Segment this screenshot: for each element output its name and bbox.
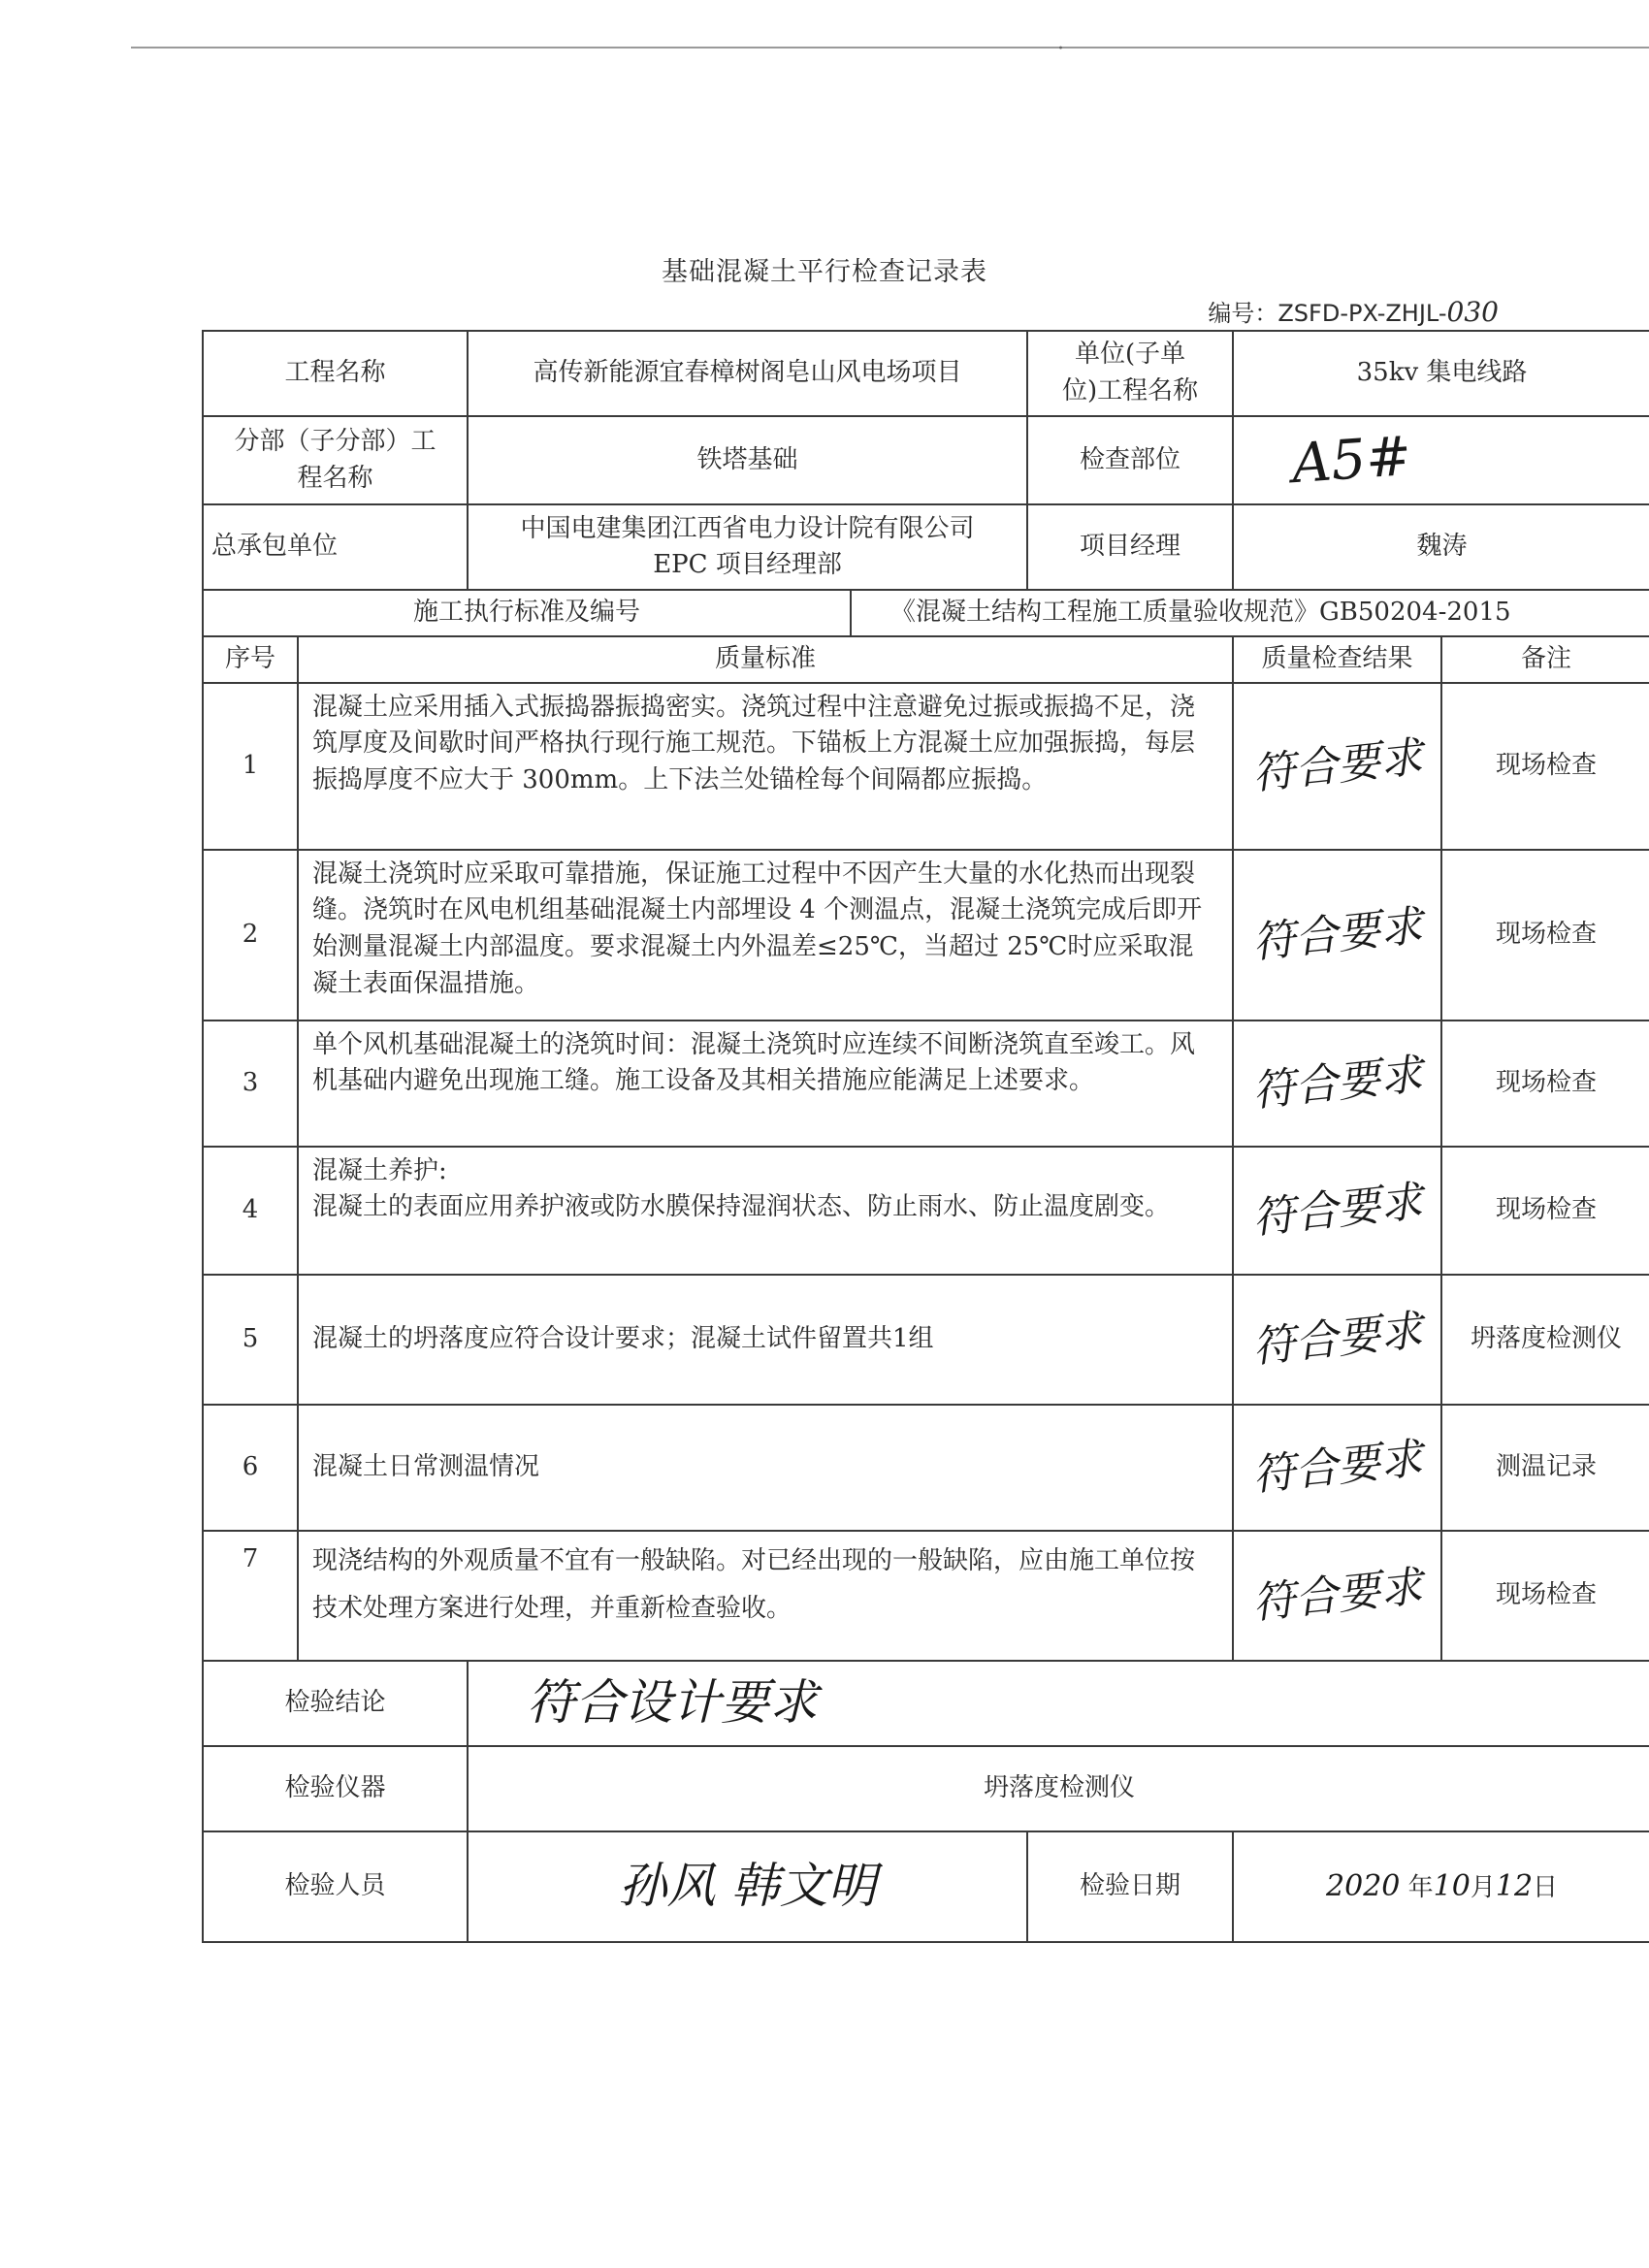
item-result-cell: [1233, 1275, 1441, 1405]
item-result-signature: 符合要求: [1249, 1305, 1425, 1373]
date-label: 检验日期: [1027, 1831, 1233, 1942]
item-seq: 4: [203, 1147, 298, 1275]
conclusion-label: 检验结论: [203, 1661, 468, 1746]
document-number-handwritten: 030: [1446, 296, 1499, 328]
project-name-value: 高传新能源宜春樟树阁皂山风电场项目: [468, 331, 1027, 416]
standard-label: 施工执行标准及编号: [203, 590, 851, 636]
item-standard: 混凝土的坍落度应符合设计要求；混凝土试件留置共1组: [298, 1275, 1233, 1405]
date-year: 2020: [1326, 1868, 1401, 1903]
item-seq: 3: [203, 1021, 298, 1147]
item-result-signature: 符合要求: [1249, 731, 1425, 799]
item-remark: 现场检查: [1441, 683, 1649, 850]
instrument-value: 坍落度检测仪: [468, 1746, 1649, 1831]
inspector-label: 检验人员: [203, 1831, 468, 1942]
col-seq-header: 序号: [203, 636, 298, 683]
info-row-project: [203, 331, 1649, 416]
conclusion-signature: 符合设计要求: [527, 1674, 819, 1732]
contractor-label: 总承包单位: [203, 504, 468, 590]
item-seq: 5: [203, 1275, 298, 1405]
unit-name-label: 单位(子单位)工程名称: [1027, 331, 1233, 416]
info-row-contractor: [203, 504, 1649, 590]
subdivision-value: 铁塔基础: [468, 416, 1027, 504]
date-month: 10: [1433, 1868, 1471, 1903]
col-remark-header: 备注: [1441, 636, 1649, 683]
item-result-signature: 符合要求: [1249, 1433, 1425, 1501]
inspector-row: [203, 1831, 1649, 1942]
document-number-label: 编号：ZSFD-PX-ZHJL-: [1208, 300, 1447, 327]
inspect-part-label: 检查部位: [1027, 416, 1233, 504]
item-result-cell: [1233, 850, 1441, 1021]
table-row: [203, 1405, 1649, 1531]
document-number: [1208, 294, 1499, 328]
item-remark: 现场检查: [1441, 1147, 1649, 1275]
instrument-label: 检验仪器: [203, 1746, 468, 1831]
table-row: [203, 1275, 1649, 1405]
item-result-cell: [1233, 1021, 1441, 1147]
table-row: [203, 1147, 1649, 1275]
conclusion-cell: [468, 1661, 1649, 1746]
project-name-label: 工程名称: [203, 331, 468, 416]
item-standard: 混凝土养护: 混凝土的表面应用养护液或防水膜保持湿润状态、防止雨水、防止温度剧变。: [298, 1147, 1233, 1275]
item-seq: 2: [203, 850, 298, 1021]
date-year-suffix: 年: [1407, 1872, 1434, 1902]
item-standard: 混凝土应采用插入式振捣器振捣密实。浇筑过程中注意避免过振或振捣不足，浇筑厚度及间歇时间严格执行现行施工规范。下锚板上方混凝土应加强振捣，每层振捣厚度不应大于 300mm。上下法兰处锚栓每个间隔都应振捣。: [298, 683, 1233, 850]
scan-edge-line: [131, 47, 1649, 49]
item-remark: 现场检查: [1441, 1021, 1649, 1147]
contractor-value: 中国电建集团江西省电力设计院有限公司 EPC 项目经理部: [468, 504, 1027, 590]
date-month-suffix: 月: [1470, 1872, 1496, 1902]
item-standard: 混凝土浇筑时应采取可靠措施，保证施工过程中不因产生大量的水化热而出现裂缝。浇筑时在风电机组基础混凝土内部埋设 4 个测温点，混凝土浇筑完成后即开始测量混凝土内部温度。要求混凝土内外温差≤25℃，当超过 25℃时应采取混凝土表面保温措施。: [298, 850, 1233, 1021]
item-result-cell: [1233, 683, 1441, 850]
date-day: 12: [1495, 1868, 1534, 1903]
standard-value: 《混凝土结构工程施工质量验收规范》GB50204-2015: [851, 590, 1649, 636]
item-remark: 测温记录: [1441, 1405, 1649, 1531]
table-row: [203, 1531, 1649, 1661]
item-result-cell: [1233, 1405, 1441, 1531]
col-result-header: 质量检查结果: [1233, 636, 1441, 683]
inspect-part-cell: [1233, 416, 1649, 504]
column-header-row: [203, 636, 1649, 683]
manager-value: 魏涛: [1233, 504, 1649, 590]
item-remark: 现场检查: [1441, 850, 1649, 1021]
item-standard: 单个风机基础混凝土的浇筑时间：混凝土浇筑时应连续不间断浇筑直至竣工。风机基础内避免出现施工缝。施工设备及其相关措施应能满足上述要求。: [298, 1021, 1233, 1147]
item-result-cell: [1233, 1531, 1441, 1661]
item-remark: 现场检查: [1441, 1531, 1649, 1661]
inspector-signatures: 孙风 韩文明: [618, 1858, 877, 1915]
date-day-suffix: 日: [1533, 1872, 1559, 1902]
item-remark: 坍落度检测仪: [1441, 1275, 1649, 1405]
instrument-row: [203, 1746, 1649, 1831]
item-result-signature: 符合要求: [1249, 1049, 1425, 1117]
date-cell: [1233, 1831, 1649, 1942]
item-standard: 混凝土日常测温情况: [298, 1405, 1233, 1531]
info-row-subdivision: [203, 416, 1649, 504]
page-title: 基础混凝土平行检查记录表: [662, 257, 987, 287]
scan-speck: ·: [1057, 37, 1064, 61]
table-row: [203, 850, 1649, 1021]
table-row: [203, 1021, 1649, 1147]
table-row: [203, 683, 1649, 850]
inspector-cell: [468, 1831, 1027, 1942]
col-standard-header: 质量标准: [298, 636, 1233, 683]
conclusion-row: [203, 1661, 1649, 1746]
subdivision-label: 分部（子分部）工程名称: [203, 416, 468, 504]
item-result-signature: 符合要求: [1249, 1561, 1425, 1629]
item-seq: 6: [203, 1405, 298, 1531]
inspection-record-table: [202, 330, 1649, 1943]
item-result-signature: 符合要求: [1249, 900, 1425, 968]
item-result-cell: [1233, 1147, 1441, 1275]
item-seq: 7: [203, 1531, 298, 1661]
item-standard: 现浇结构的外观质量不宜有一般缺陷。对已经出现的一般缺陷，应由施工单位按技术处理方案进行处理，并重新检查验收。: [298, 1531, 1233, 1661]
info-row-standard: [203, 590, 1649, 636]
manager-label: 项目经理: [1027, 504, 1233, 590]
inspect-part-value: A5#: [1289, 424, 1414, 497]
item-seq: 1: [203, 683, 298, 850]
item-result-signature: 符合要求: [1249, 1176, 1425, 1244]
unit-name-value: 35kv 集电线路: [1233, 331, 1649, 416]
